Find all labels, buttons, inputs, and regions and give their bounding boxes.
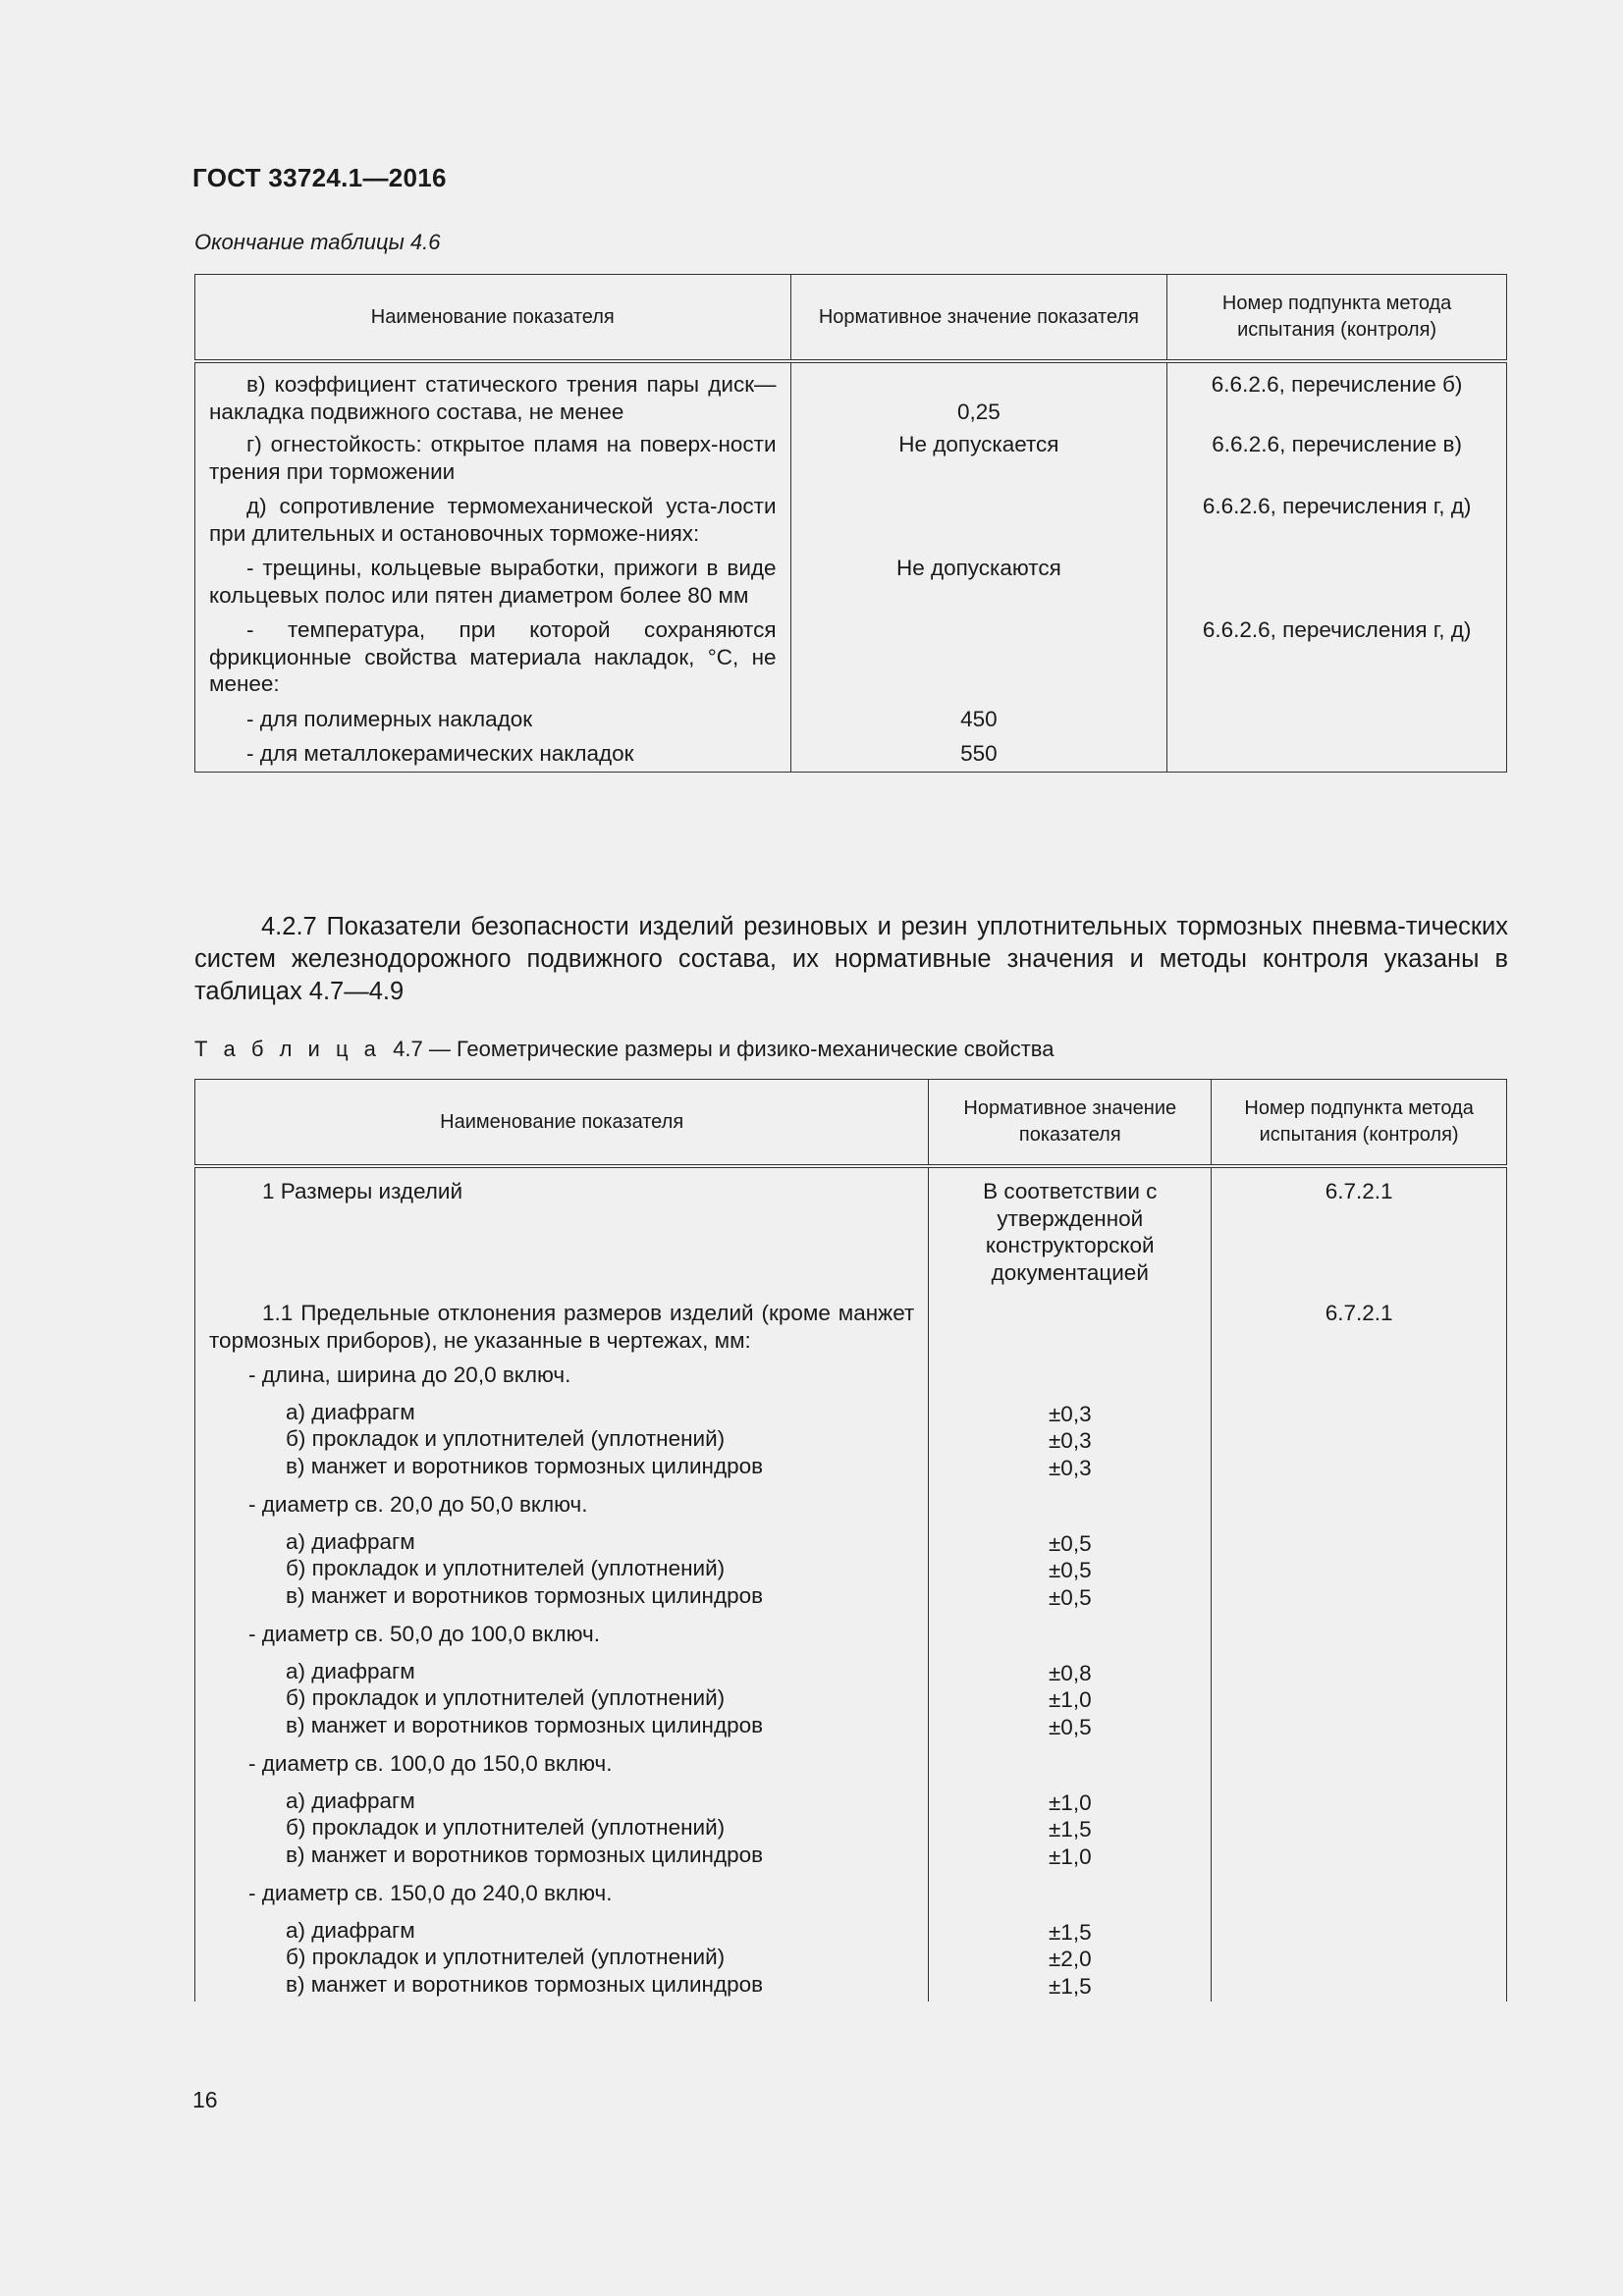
row-method: 6.6.2.6, перечисления г, д) xyxy=(1167,613,1507,702)
group-title-row xyxy=(195,1617,1507,1652)
row-name: 1.1 Предельные отклонения размеров изделий (кроме манжет тормозных приборов), не указанные в чертежах, мм: xyxy=(195,1296,929,1358)
table-row xyxy=(195,427,1507,489)
list-item: в) манжет и воротников тормозных цилиндров xyxy=(286,1582,764,1608)
group-items xyxy=(195,1782,929,1877)
row-value: Не допускается xyxy=(790,427,1167,489)
group-title-row xyxy=(195,1358,1507,1393)
table-row xyxy=(195,613,1507,702)
row-name: - температура, при которой сохраняются фрикционные свойства материала накладок, °С, не менее: xyxy=(195,613,791,702)
list-item: б) прокладок и уплотнителей (уплотнений) xyxy=(286,1815,726,1840)
row-name: - для полимерных накладок xyxy=(195,702,791,737)
column-header: Нормативное значение показателя xyxy=(790,275,1167,362)
group-items-row xyxy=(195,1652,1507,1747)
table-row xyxy=(195,736,1507,772)
row-value: В соответствии с утвержденной конструкторской документацией xyxy=(929,1166,1212,1296)
group-items xyxy=(195,1522,929,1618)
column-header: Номер подпункта метода испытания (контроля) xyxy=(1212,1080,1507,1167)
row-name: д) сопротивление термомеханической уста-лости при длительных и остановочных торможе-ниях: xyxy=(195,489,791,551)
row-method: 6.7.2.1 xyxy=(1212,1166,1507,1296)
group-values xyxy=(929,1652,1212,1747)
value-item: ±0,3 xyxy=(1048,1401,1092,1426)
row-value: 450 xyxy=(790,702,1167,737)
table-4-7-caption xyxy=(194,1037,1054,1062)
list-item: а) диафрагм xyxy=(286,1528,415,1554)
column-header: Номер подпункта метода испытания (контроля) xyxy=(1167,275,1507,362)
value-item: ±1,0 xyxy=(1048,1687,1092,1712)
table-row xyxy=(195,361,1507,427)
list-item: б) прокладок и уплотнителей (уплотнений) xyxy=(286,1685,726,1710)
value-item: ±1,0 xyxy=(1048,1843,1092,1869)
table-row xyxy=(195,1166,1507,1296)
list-item: в) манжет и воротников тормозных цилиндров xyxy=(286,1971,764,1997)
list-item: б) прокладок и уплотнителей (уплотнений) xyxy=(286,1426,726,1451)
column-header: Наименование показателя xyxy=(195,275,791,362)
table-row xyxy=(195,551,1507,613)
row-name: г) огнестойкость: открытое пламя на поверх-ности трения при торможении xyxy=(195,427,791,489)
group-values xyxy=(929,1393,1212,1488)
table-4-6-caption: Окончание таблицы 4.6 xyxy=(194,230,441,254)
row-name: - трещины, кольцевые выработки, прижоги в виде кольцевых полос или пятен диаметром более 80 мм xyxy=(195,551,791,613)
value-item: ±0,5 xyxy=(1048,1584,1092,1610)
row-value xyxy=(790,613,1167,702)
row-method xyxy=(1167,736,1507,772)
row-method xyxy=(1167,702,1507,737)
row-name: в) коэффициент статического трения пары диск—накладка подвижного состава, не менее xyxy=(195,361,791,427)
group-title: - диаметр св. 100,0 до 150,0 включ. xyxy=(195,1746,929,1782)
group-title: - диаметр св. 20,0 до 50,0 включ. xyxy=(195,1487,929,1522)
value-item: ±0,5 xyxy=(1048,1558,1092,1582)
list-item: б) прокладок и уплотнителей (уплотнений) xyxy=(286,1945,726,1969)
group-values xyxy=(929,1911,1212,2002)
row-value: 550 xyxy=(790,736,1167,772)
column-header: Наименование показателя xyxy=(195,1080,929,1167)
table-row xyxy=(195,702,1507,737)
list-item: в) манжет и воротников тормозных цилиндров xyxy=(286,1842,764,1867)
row-method: 6.6.2.6, перечисления г, д) xyxy=(1167,489,1507,551)
group-items-row xyxy=(195,1522,1507,1618)
value-item: ±0,5 xyxy=(1048,1530,1092,1556)
row-value: 0,25 xyxy=(790,361,1167,427)
table-title: 4.7 — Геометрические размеры и физико-механические свойства xyxy=(393,1037,1055,1061)
row-method: 6.7.2.1 xyxy=(1212,1296,1507,1358)
table-row xyxy=(195,489,1507,551)
row-method: 6.6.2.6, перечисление в) xyxy=(1167,427,1507,489)
value-item: ±1,5 xyxy=(1048,1817,1092,1842)
list-item: а) диафрагм xyxy=(286,1788,415,1813)
row-name: 1 Размеры изделий xyxy=(195,1166,929,1296)
group-items-row xyxy=(195,1911,1507,2002)
list-item: в) манжет и воротников тормозных цилиндров xyxy=(286,1453,764,1478)
table-4-7 xyxy=(194,1079,1507,2002)
row-name: - для металлокерамических накладок xyxy=(195,736,791,772)
group-values xyxy=(929,1522,1212,1618)
section-paragraph: 4.2.7 Показатели безопасности изделий резиновых и резин уплотнительных тормозных пневма-тических систем железнодорожного подвижного состава, их нормативные значения и методы контроля указаны в таблицах 4.7—4.9 xyxy=(194,913,1508,1005)
value-item: ±2,0 xyxy=(1048,1947,1092,1971)
row-method: 6.6.2.6, перечисление б) xyxy=(1167,361,1507,427)
row-value xyxy=(790,489,1167,551)
group-title-row xyxy=(195,1746,1507,1782)
value-item: ±0,5 xyxy=(1048,1714,1092,1739)
value-item: ±1,0 xyxy=(1048,1789,1092,1815)
group-items xyxy=(195,1652,929,1747)
value-item: ±1,5 xyxy=(1048,1973,1092,1999)
table-row xyxy=(195,1296,1507,1358)
group-title: - диаметр св. 50,0 до 100,0 включ. xyxy=(195,1617,929,1652)
column-header: Нормативное значение показателя xyxy=(929,1080,1212,1167)
value-item: ±0,3 xyxy=(1048,1455,1092,1480)
document-header: ГОСТ 33724.1—2016 xyxy=(192,163,447,192)
list-item: а) диафрагм xyxy=(286,1399,415,1424)
row-value: Не допускаются xyxy=(790,551,1167,613)
table-header-row xyxy=(195,275,1507,362)
table-header-row xyxy=(195,1080,1507,1167)
group-values xyxy=(929,1782,1212,1877)
value-item: ±0,3 xyxy=(1048,1428,1092,1453)
table-label: Т а б л и ц а xyxy=(194,1037,381,1061)
group-items xyxy=(195,1911,929,2002)
page-number: 16 xyxy=(192,2087,218,2112)
group-title: - длина, ширина до 20,0 включ. xyxy=(195,1358,929,1393)
group-items-row xyxy=(195,1393,1507,1488)
group-items-row xyxy=(195,1782,1507,1877)
table-4-6 xyxy=(194,274,1507,773)
row-value xyxy=(929,1296,1212,1358)
group-title-row xyxy=(195,1876,1507,1911)
list-item: а) диафрагм xyxy=(286,1658,415,1683)
value-item: ±0,8 xyxy=(1048,1660,1092,1685)
group-title: - диаметр св. 150,0 до 240,0 включ. xyxy=(195,1876,929,1911)
list-item: в) манжет и воротников тормозных цилиндров xyxy=(286,1712,764,1737)
group-items xyxy=(195,1393,929,1488)
list-item: а) диафрагм xyxy=(286,1917,415,1943)
row-method xyxy=(1167,551,1507,613)
list-item: б) прокладок и уплотнителей (уплотнений) xyxy=(286,1556,726,1580)
value-item: ±1,5 xyxy=(1048,1919,1092,1945)
group-title-row xyxy=(195,1487,1507,1522)
